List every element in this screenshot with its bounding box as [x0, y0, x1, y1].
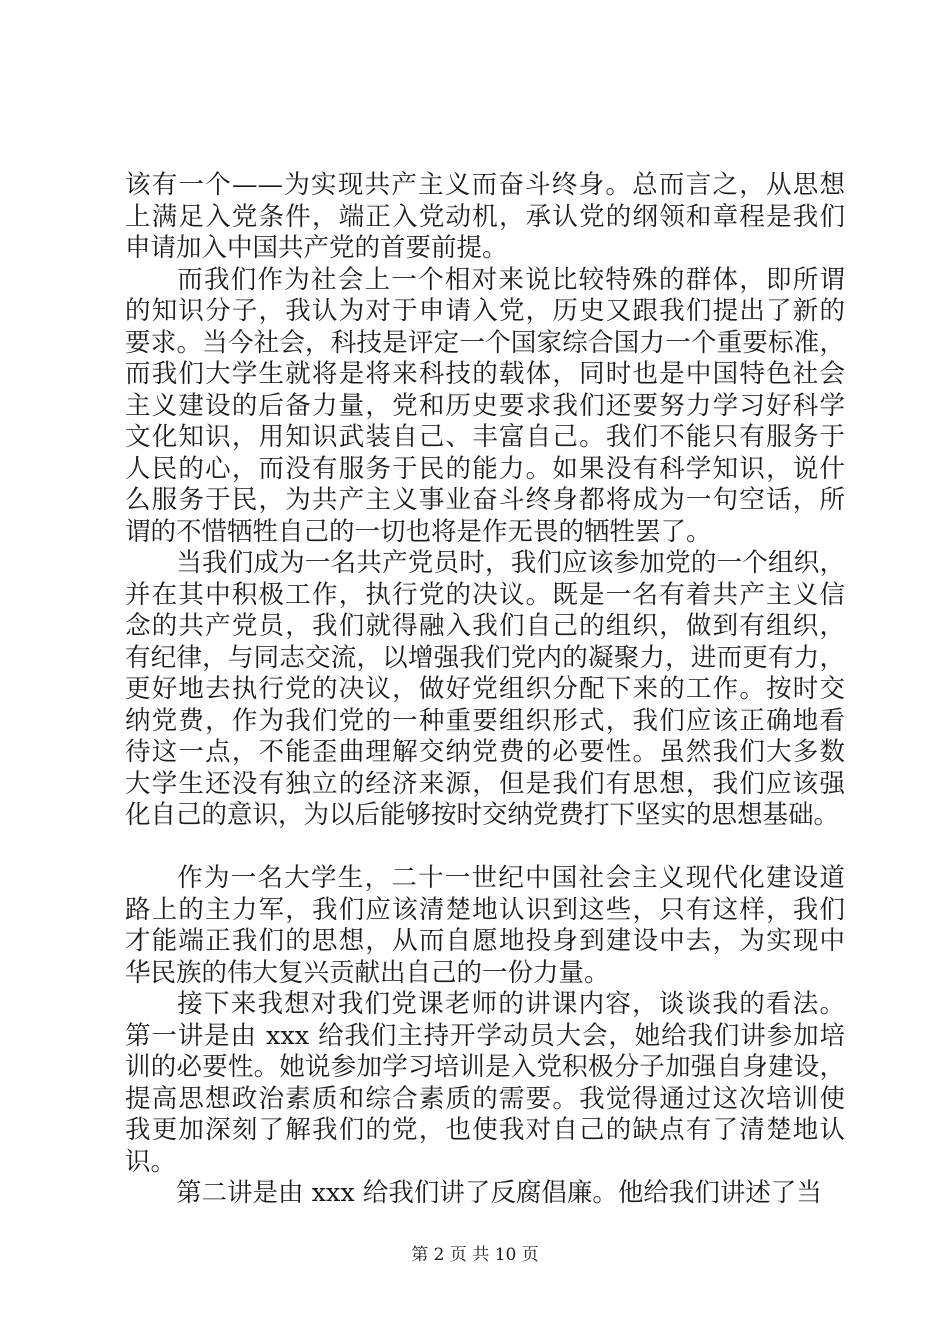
line-text: 待这一点，不能歪曲理解交纳党费的必要性。虽然我们大多数 — [125, 737, 845, 767]
paragraph — [125, 989, 845, 1178]
line-text: 路上的主力军，我们应该清楚地认识到这些，只有这样，我们 — [125, 894, 845, 925]
line-text: 主义建设的后备力量，党和历史要求我们还要努力学习好科学 — [125, 390, 845, 421]
text-line — [125, 958, 845, 990]
line-text: 华民族的伟大复兴贡献出自己的一份力量。 — [125, 957, 610, 988]
text-line — [125, 359, 845, 391]
line-text: 识。 — [125, 1146, 177, 1177]
text-line — [125, 1147, 845, 1179]
line-text: 大学生还没有独立的经济来源，但是我们有思想，我们应该强 — [125, 768, 845, 799]
line-text: 有纪律，与同志交流，以增强我们党内的凝聚力，进而更有力， — [125, 642, 845, 673]
paragraph — [125, 1178, 845, 1210]
line-text: 该有一个——为实现共产主义而奋斗终身。总而言之，从思想 — [125, 170, 845, 200]
text-line — [125, 895, 845, 927]
text-line — [125, 989, 845, 1021]
document-body — [125, 170, 845, 1210]
text-line — [125, 1178, 845, 1210]
text-line — [125, 391, 845, 423]
line-text: 当我们成为一名共产党员时，我们应该参加党的一个组织， — [176, 548, 845, 578]
text-line — [125, 296, 845, 328]
paragraph — [125, 170, 845, 265]
line-text: 人民的心，而没有服务于民的能力。如果没有科学知识，说什 — [125, 453, 845, 484]
paragraph — [125, 548, 845, 832]
text-line — [125, 1052, 845, 1084]
line-text: 提高思想政治素质和综合素质的需要。我觉得通过这次培训使 — [125, 1083, 845, 1114]
text-line — [125, 1115, 845, 1147]
text-line — [125, 643, 845, 675]
text-line — [125, 1021, 845, 1053]
text-line — [125, 422, 845, 454]
text-line — [125, 926, 845, 958]
text-line — [125, 265, 845, 297]
line-text: 么服务于民，为共产主义事业奋斗终身都将成为一句空话，所 — [125, 485, 845, 515]
text-line — [125, 737, 845, 769]
text-line — [125, 233, 845, 265]
text-line — [125, 674, 845, 706]
line-text: 念的共产党员，我们就得融入我们自己的组织，做到有组织， — [125, 611, 845, 641]
line-text: 化自己的意识，为以后能够按时交纳党费打下坚实的思想基础。 — [125, 800, 840, 830]
paragraph — [125, 265, 845, 549]
text-line — [125, 769, 845, 801]
line-text: 第二讲是由 xxx 给我们讲了反腐倡廉。他给我们讲述了当 — [176, 1178, 822, 1208]
text-line — [125, 170, 845, 202]
line-text: 训的必要性。她说参加学习培训是入党积极分子加强自身建设， — [125, 1052, 845, 1082]
line-text: 并在其中积极工作，执行党的决议。既是一名有着共产主义信 — [125, 579, 845, 610]
line-text: 申请加入中国共产党的首要前提。 — [125, 233, 508, 263]
text-line — [125, 1084, 845, 1116]
paragraph — [125, 863, 845, 989]
text-line — [125, 485, 845, 517]
line-text: 而我们大学生就将是将来科技的载体，同时也是中国特色社会 — [125, 359, 845, 389]
line-text: 上满足入党条件，端正入党动机，承认党的纲领和章程是我们 — [125, 201, 845, 232]
text-line — [125, 328, 845, 360]
line-text: 要求。当今社会，科技是评定一个国家综合国力一个重要标准， — [125, 327, 845, 358]
line-text: 纳党费，作为我们党的一种重要组织形式，我们应该正确地看 — [125, 705, 845, 736]
text-line — [125, 454, 845, 486]
line-text: 而我们作为社会上一个相对来说比较特殊的群体，即所谓 — [176, 264, 845, 295]
line-text: 更好地去执行党的决议，做好党组织分配下来的工作。按时交 — [125, 674, 845, 704]
text-line — [125, 517, 845, 549]
line-text: 作为一名大学生，二十一世纪中国社会主义现代化建设道 — [176, 863, 845, 893]
line-text: 我更加深刻了解我们的党，也使我对自己的缺点有了清楚地认 — [125, 1115, 845, 1145]
text-line — [125, 863, 845, 895]
line-text: 的知识分子，我认为对于申请入党，历史又跟我们提出了新的 — [125, 296, 845, 326]
line-text: 文化知识，用知识武装自己、丰富自己。我们不能只有服务于 — [125, 422, 845, 452]
blank-line — [125, 832, 845, 864]
text-line — [125, 202, 845, 234]
text-line — [125, 548, 845, 580]
text-line — [125, 580, 845, 612]
line-text: 才能端正我们的思想，从而自愿地投身到建设中去，为实现中 — [125, 926, 845, 956]
line-text: 接下来我想对我们党课老师的讲课内容，谈谈我的看法。 — [176, 989, 845, 1019]
line-text: 第一讲是由 xxx 给我们主持开学动员大会，她给我们讲参加培 — [125, 1020, 845, 1051]
text-line — [125, 706, 845, 738]
text-line — [125, 800, 845, 832]
page-footer: 第 2 页 共 10 页 — [411, 1245, 539, 1265]
line-text: 谓的不惜牺牲自己的一切也将是作无畏的牺牲罢了。 — [125, 516, 712, 547]
paragraph-list — [125, 170, 845, 1210]
text-line — [125, 611, 845, 643]
